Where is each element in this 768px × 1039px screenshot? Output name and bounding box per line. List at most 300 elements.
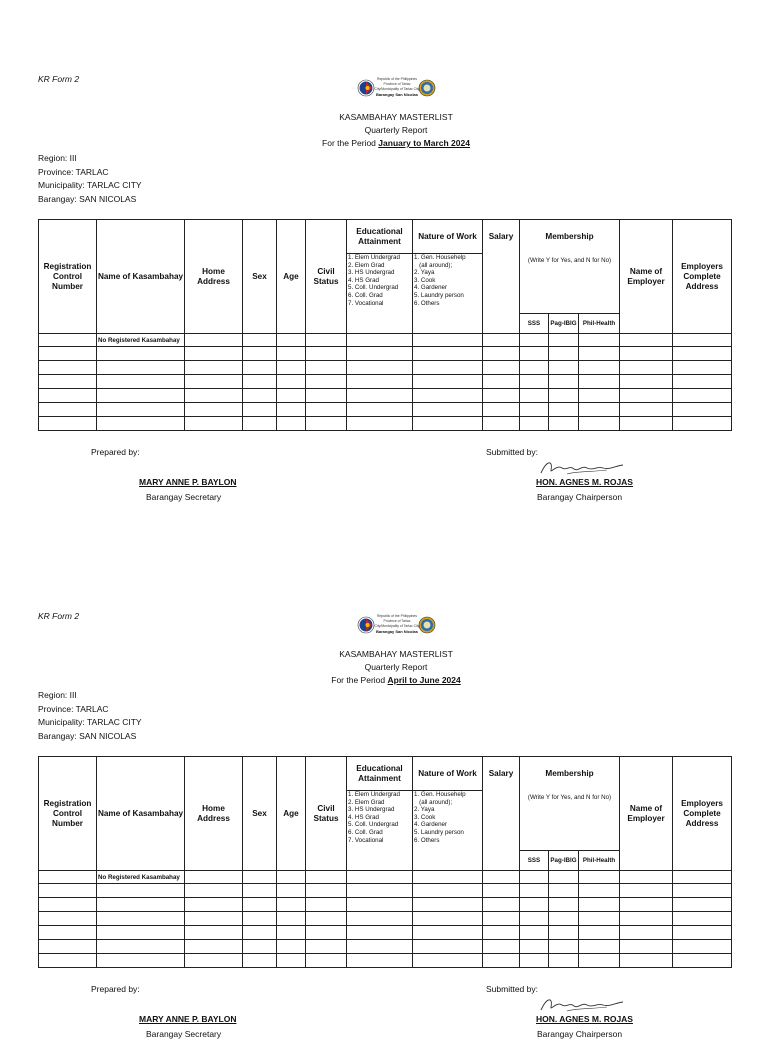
table-cell: [243, 347, 277, 361]
work-option: 4. Gardener: [414, 284, 448, 292]
col-educational-attainment: Educational Attainment: [347, 220, 413, 254]
col-salary: Salary: [483, 757, 520, 871]
edu-option: 7. Vocational: [348, 836, 384, 844]
work-option: 4. Gardener: [414, 821, 448, 829]
submitted-label: Submitted by:: [486, 447, 538, 457]
table-cell: [413, 954, 483, 968]
municipality: Municipality: TARLAC CITY: [38, 180, 142, 190]
table-cell: [673, 347, 732, 361]
table-cell: [277, 375, 306, 389]
table-cell: [39, 417, 97, 431]
table-cell: [39, 954, 97, 968]
table-cell: [97, 389, 185, 403]
edu-option: 1. Elem Undergrad: [348, 791, 400, 798]
table-cell: [243, 389, 277, 403]
edu-option: 1. Elem Undergrad: [348, 254, 400, 261]
table-cell: [39, 871, 97, 884]
table-cell: [673, 884, 732, 898]
report-period: [0, 674, 768, 687]
work-options: [413, 791, 483, 871]
table-cell: [39, 361, 97, 375]
table-cell: [620, 389, 673, 403]
table-cell: [549, 912, 579, 926]
table-cell: [620, 375, 673, 389]
form-label: KR Form 2: [38, 74, 80, 84]
table-row: [39, 940, 732, 954]
table-cell: [549, 884, 579, 898]
table-cell: [520, 912, 549, 926]
work-option: (all around);: [414, 798, 453, 806]
table-cell: [549, 954, 579, 968]
report-period: [0, 137, 768, 150]
edu-option: 4. HS Grad: [348, 276, 379, 284]
table-cell: [97, 347, 185, 361]
table-cell: [185, 884, 243, 898]
membership-hint: (Write Y for Yes, and N for No): [520, 254, 620, 314]
table-cell: [579, 871, 620, 884]
prepared-name: MARY ANNE P. BAYLON: [139, 1014, 237, 1024]
table-cell: [347, 912, 413, 926]
table-cell: [39, 884, 97, 898]
seal-text: City/Municipality of Tarlac City: [374, 87, 420, 91]
table-cell: [185, 389, 243, 403]
work-option: 5. Laundry person: [414, 291, 464, 299]
col-pagibig: Pag-IBIG: [549, 314, 579, 334]
seal-text: City/Municipality of Tarlac City: [374, 624, 420, 628]
table-cell: [97, 884, 185, 898]
table-cell: [673, 361, 732, 375]
table-cell: [243, 871, 277, 884]
table-cell: [185, 912, 243, 926]
table-cell: [243, 375, 277, 389]
table-cell: [306, 417, 347, 431]
table-cell: [549, 926, 579, 940]
table-cell: [549, 389, 579, 403]
table-cell: [97, 912, 185, 926]
col-home-address: Home Address: [185, 757, 243, 871]
table-cell: [413, 926, 483, 940]
seal-text: Barangay San Nicolas: [375, 92, 419, 97]
table-cell: [413, 871, 483, 884]
table-cell: [39, 926, 97, 940]
seal-text: Province of Tarlac: [383, 619, 411, 623]
edu-option: 5. Coll. Undergrad: [348, 821, 399, 829]
barangay-seals: [357, 609, 437, 641]
table-row: [39, 912, 732, 926]
table-cell: [347, 389, 413, 403]
barangay-seals: [357, 72, 437, 104]
table-cell: [620, 940, 673, 954]
seal-text: Barangay San Nicolas: [375, 629, 419, 634]
table-cell: [673, 898, 732, 912]
table-cell: [520, 884, 549, 898]
table-cell: [306, 871, 347, 884]
period-value: April to June 2024: [387, 675, 461, 685]
submitted-title: Barangay Chairperson: [537, 492, 623, 502]
table-cell: [413, 912, 483, 926]
work-options: [413, 254, 483, 334]
table-cell: [483, 954, 520, 968]
table-cell: [579, 334, 620, 347]
table-cell: [347, 403, 413, 417]
table-row: [39, 403, 732, 417]
table-cell: [620, 871, 673, 884]
table-cell: [413, 884, 483, 898]
col-membership: Membership: [520, 220, 620, 254]
table-cell: [673, 375, 732, 389]
report-title: KASAMBAHAY MASTERLIST: [339, 649, 453, 659]
table-cell: [185, 375, 243, 389]
table-cell: [673, 912, 732, 926]
table-cell: [549, 417, 579, 431]
work-option: 5. Laundry person: [414, 828, 464, 836]
table-cell: [579, 954, 620, 968]
table-cell: [520, 334, 549, 347]
col-civil-status: Civil Status: [306, 757, 347, 871]
work-option: (all around);: [414, 261, 453, 269]
table-cell: [277, 403, 306, 417]
table-cell: [277, 912, 306, 926]
table-cell: [243, 912, 277, 926]
table-cell: [277, 898, 306, 912]
table-cell: [185, 940, 243, 954]
col-home-address: Home Address: [185, 220, 243, 334]
seal-text: Republic of the Philippines: [377, 614, 417, 618]
table-cell: [413, 898, 483, 912]
table-cell: [347, 940, 413, 954]
table-cell: [39, 347, 97, 361]
col-employer-address: Employers Complete Address: [673, 757, 732, 871]
prepared-label: Prepared by:: [91, 984, 140, 994]
table-cell: [413, 417, 483, 431]
table-cell: [549, 375, 579, 389]
table-cell: [97, 926, 185, 940]
table-cell: [39, 912, 97, 926]
table-cell: [549, 898, 579, 912]
table-cell: [620, 361, 673, 375]
table-row: [39, 954, 732, 968]
table-cell: [306, 926, 347, 940]
table-cell: [520, 417, 549, 431]
table-cell: [549, 940, 579, 954]
table-cell: [579, 375, 620, 389]
table-cell: [306, 361, 347, 375]
table-cell: [520, 926, 549, 940]
table-cell: [306, 375, 347, 389]
edu-option: 2. Elem Grad: [348, 261, 385, 269]
seal-logo-icon: [357, 609, 437, 641]
table-cell: [277, 347, 306, 361]
table-cell: [306, 954, 347, 968]
report-header: [0, 111, 768, 150]
col-sss: SSS: [520, 314, 549, 334]
table-cell: [549, 403, 579, 417]
seal-text: Province of Tarlac: [383, 82, 411, 86]
table-cell: [483, 389, 520, 403]
submitted-label: Submitted by:: [486, 984, 538, 994]
table-cell: [520, 954, 549, 968]
prepared-name: MARY ANNE P. BAYLON: [139, 477, 237, 487]
report-subtitle: Quarterly Report: [364, 125, 428, 135]
table-cell: [483, 361, 520, 375]
table-cell: [483, 347, 520, 361]
col-civil-status: Civil Status: [306, 220, 347, 334]
table-cell: [520, 871, 549, 884]
table-cell: [97, 898, 185, 912]
report-subtitle: Quarterly Report: [364, 662, 428, 672]
table-cell: [483, 926, 520, 940]
table-cell: [620, 884, 673, 898]
table-cell: [277, 417, 306, 431]
col-employer: Name of Employer: [620, 757, 673, 871]
table-cell: [673, 940, 732, 954]
work-option: 2. Yaya: [414, 269, 435, 277]
table-cell: [347, 347, 413, 361]
table-row: [39, 389, 732, 403]
table-cell: [39, 375, 97, 389]
table-cell: [185, 403, 243, 417]
col-educational-attainment: Educational Attainment: [347, 757, 413, 791]
table-cell: [673, 389, 732, 403]
table-cell: [520, 898, 549, 912]
prepared-title: Barangay Secretary: [146, 1029, 222, 1039]
table-cell: [277, 334, 306, 347]
table-cell: [39, 403, 97, 417]
col-registration-number: Registration Control Number: [39, 220, 97, 334]
table-cell: [673, 954, 732, 968]
table-cell: [579, 389, 620, 403]
table-row: [39, 884, 732, 898]
table-cell: [673, 417, 732, 431]
table-cell: [243, 884, 277, 898]
table-cell: [243, 361, 277, 375]
table-cell: [39, 898, 97, 912]
work-option: 2. Yaya: [414, 806, 435, 814]
edu-option: 7. Vocational: [348, 299, 384, 307]
table-cell: [243, 334, 277, 347]
table-cell: [620, 403, 673, 417]
edu-option: 4. HS Grad: [348, 813, 379, 821]
table-cell: [306, 884, 347, 898]
table-cell: [39, 334, 97, 347]
table-cell: [347, 361, 413, 375]
edu-option: 2. Elem Grad: [348, 798, 385, 806]
table-cell: [413, 403, 483, 417]
table-cell: [347, 926, 413, 940]
table-cell: [483, 334, 520, 347]
masterlist-table: [38, 219, 732, 431]
table-cell: [549, 347, 579, 361]
table-cell: [413, 347, 483, 361]
table-cell: [277, 871, 306, 884]
table-cell: [97, 417, 185, 431]
table-cell: [549, 334, 579, 347]
table-cell: [483, 898, 520, 912]
col-sss: SSS: [520, 851, 549, 871]
table-cell: [39, 389, 97, 403]
table-cell: [483, 375, 520, 389]
report-title: KASAMBAHAY MASTERLIST: [339, 112, 453, 122]
col-name: Name of Kasambahay: [97, 757, 185, 871]
col-registration-number: Registration Control Number: [39, 757, 97, 871]
col-sex: Sex: [243, 220, 277, 334]
table-row: [39, 417, 732, 431]
submitted-name: HON. AGNES M. ROJAS: [536, 477, 633, 487]
table-cell: [306, 912, 347, 926]
table-cell: [579, 417, 620, 431]
col-age: Age: [277, 757, 306, 871]
table-cell: [306, 334, 347, 347]
table-cell: [277, 940, 306, 954]
edu-option: 3. HS Undergrad: [348, 806, 395, 814]
table-cell: [673, 403, 732, 417]
table-cell: [673, 334, 732, 347]
form-label: KR Form 2: [38, 611, 80, 621]
table-cell: [185, 926, 243, 940]
table-cell: [483, 940, 520, 954]
col-membership: Membership: [520, 757, 620, 791]
work-option: 6. Others: [414, 836, 440, 844]
table-cell: [673, 871, 732, 884]
seal-text: Republic of the Philippines: [377, 77, 417, 81]
col-philhealth: Phil-Health: [579, 314, 620, 334]
table-row: [39, 334, 732, 347]
region: Region: III: [38, 690, 77, 700]
table-cell: [620, 334, 673, 347]
edu-option: 6. Coll. Grad: [348, 291, 383, 299]
table-cell: [673, 926, 732, 940]
table-row: [39, 361, 732, 375]
prepared-title: Barangay Secretary: [146, 492, 222, 502]
membership-hint: (Write Y for Yes, and N for No): [520, 791, 620, 851]
col-philhealth: Phil-Health: [579, 851, 620, 871]
table-cell: [579, 884, 620, 898]
table-cell: [347, 417, 413, 431]
table-cell: [243, 898, 277, 912]
table-cell: [620, 347, 673, 361]
table-cell: [185, 334, 243, 347]
table-cell: [579, 898, 620, 912]
table-cell: [579, 361, 620, 375]
table-cell: [347, 334, 413, 347]
table-cell: [579, 347, 620, 361]
table-cell: [620, 954, 673, 968]
col-employer: Name of Employer: [620, 220, 673, 334]
work-option: 1. Gen. Househelp: [414, 254, 466, 261]
table-cell: [277, 926, 306, 940]
edu-option: 3. HS Undergrad: [348, 269, 395, 277]
table-cell: [413, 361, 483, 375]
work-option: 1. Gen. Househelp: [414, 791, 466, 798]
table-cell: [549, 871, 579, 884]
period-prefix: For the Period: [331, 675, 386, 685]
location-info: [38, 152, 142, 206]
table-cell: [243, 940, 277, 954]
col-nature-of-work: Nature of Work: [413, 757, 483, 791]
table-cell: [243, 403, 277, 417]
masterlist-table: [38, 756, 732, 968]
table-cell: [243, 417, 277, 431]
table-cell: [483, 871, 520, 884]
col-salary: Salary: [483, 220, 520, 334]
table-cell: [520, 361, 549, 375]
edu-option: 6. Coll. Grad: [348, 828, 383, 836]
seal-logo-icon: [357, 72, 437, 104]
table-cell: [97, 361, 185, 375]
table-cell: [306, 347, 347, 361]
municipality: Municipality: TARLAC CITY: [38, 717, 142, 727]
table-cell: [620, 912, 673, 926]
signature-icon: [537, 456, 627, 478]
work-option: 3. Cook: [414, 813, 436, 821]
table-cell: [620, 926, 673, 940]
report-header: [0, 648, 768, 687]
edu-option: 5. Coll. Undergrad: [348, 284, 399, 292]
table-cell: [413, 389, 483, 403]
table-cell: [306, 940, 347, 954]
table-cell: [413, 334, 483, 347]
region: Region: III: [38, 153, 77, 163]
table-cell: [306, 403, 347, 417]
table-cell: [185, 954, 243, 968]
table-cell: [39, 940, 97, 954]
table-cell: [97, 403, 185, 417]
table-cell: [483, 912, 520, 926]
location-info: [38, 689, 142, 743]
period-value: January to March 2024: [378, 138, 470, 148]
table-cell: [483, 403, 520, 417]
table-cell: [185, 347, 243, 361]
table-cell: [620, 898, 673, 912]
submitted-name: HON. AGNES M. ROJAS: [536, 1014, 633, 1024]
table-cell: [520, 389, 549, 403]
no-records-note: No Registered Kasambahay: [97, 334, 185, 347]
table-cell: [520, 940, 549, 954]
table-cell: [185, 871, 243, 884]
table-cell: [347, 884, 413, 898]
work-option: 3. Cook: [414, 276, 436, 284]
table-cell: [97, 940, 185, 954]
table-cell: [243, 954, 277, 968]
submitted-title: Barangay Chairperson: [537, 1029, 623, 1039]
table-row: [39, 375, 732, 389]
table-cell: [277, 361, 306, 375]
work-option: 6. Others: [414, 299, 440, 307]
table-cell: [483, 884, 520, 898]
table-cell: [277, 954, 306, 968]
signature-icon: [537, 993, 627, 1015]
table-cell: [347, 871, 413, 884]
table-cell: [579, 926, 620, 940]
table-cell: [347, 375, 413, 389]
no-records-note: No Registered Kasambahay: [97, 871, 185, 884]
table-cell: [483, 417, 520, 431]
table-cell: [277, 389, 306, 403]
edu-options: [347, 791, 413, 871]
col-sex: Sex: [243, 757, 277, 871]
province: Province: TARLAC: [38, 703, 109, 714]
table-cell: [413, 940, 483, 954]
col-name: Name of Kasambahay: [97, 220, 185, 334]
col-pagibig: Pag-IBIG: [549, 851, 579, 871]
table-cell: [97, 375, 185, 389]
col-age: Age: [277, 220, 306, 334]
province: Province: TARLAC: [38, 166, 109, 177]
table-cell: [520, 403, 549, 417]
col-nature-of-work: Nature of Work: [413, 220, 483, 254]
table-row: [39, 898, 732, 912]
edu-options: [347, 254, 413, 334]
